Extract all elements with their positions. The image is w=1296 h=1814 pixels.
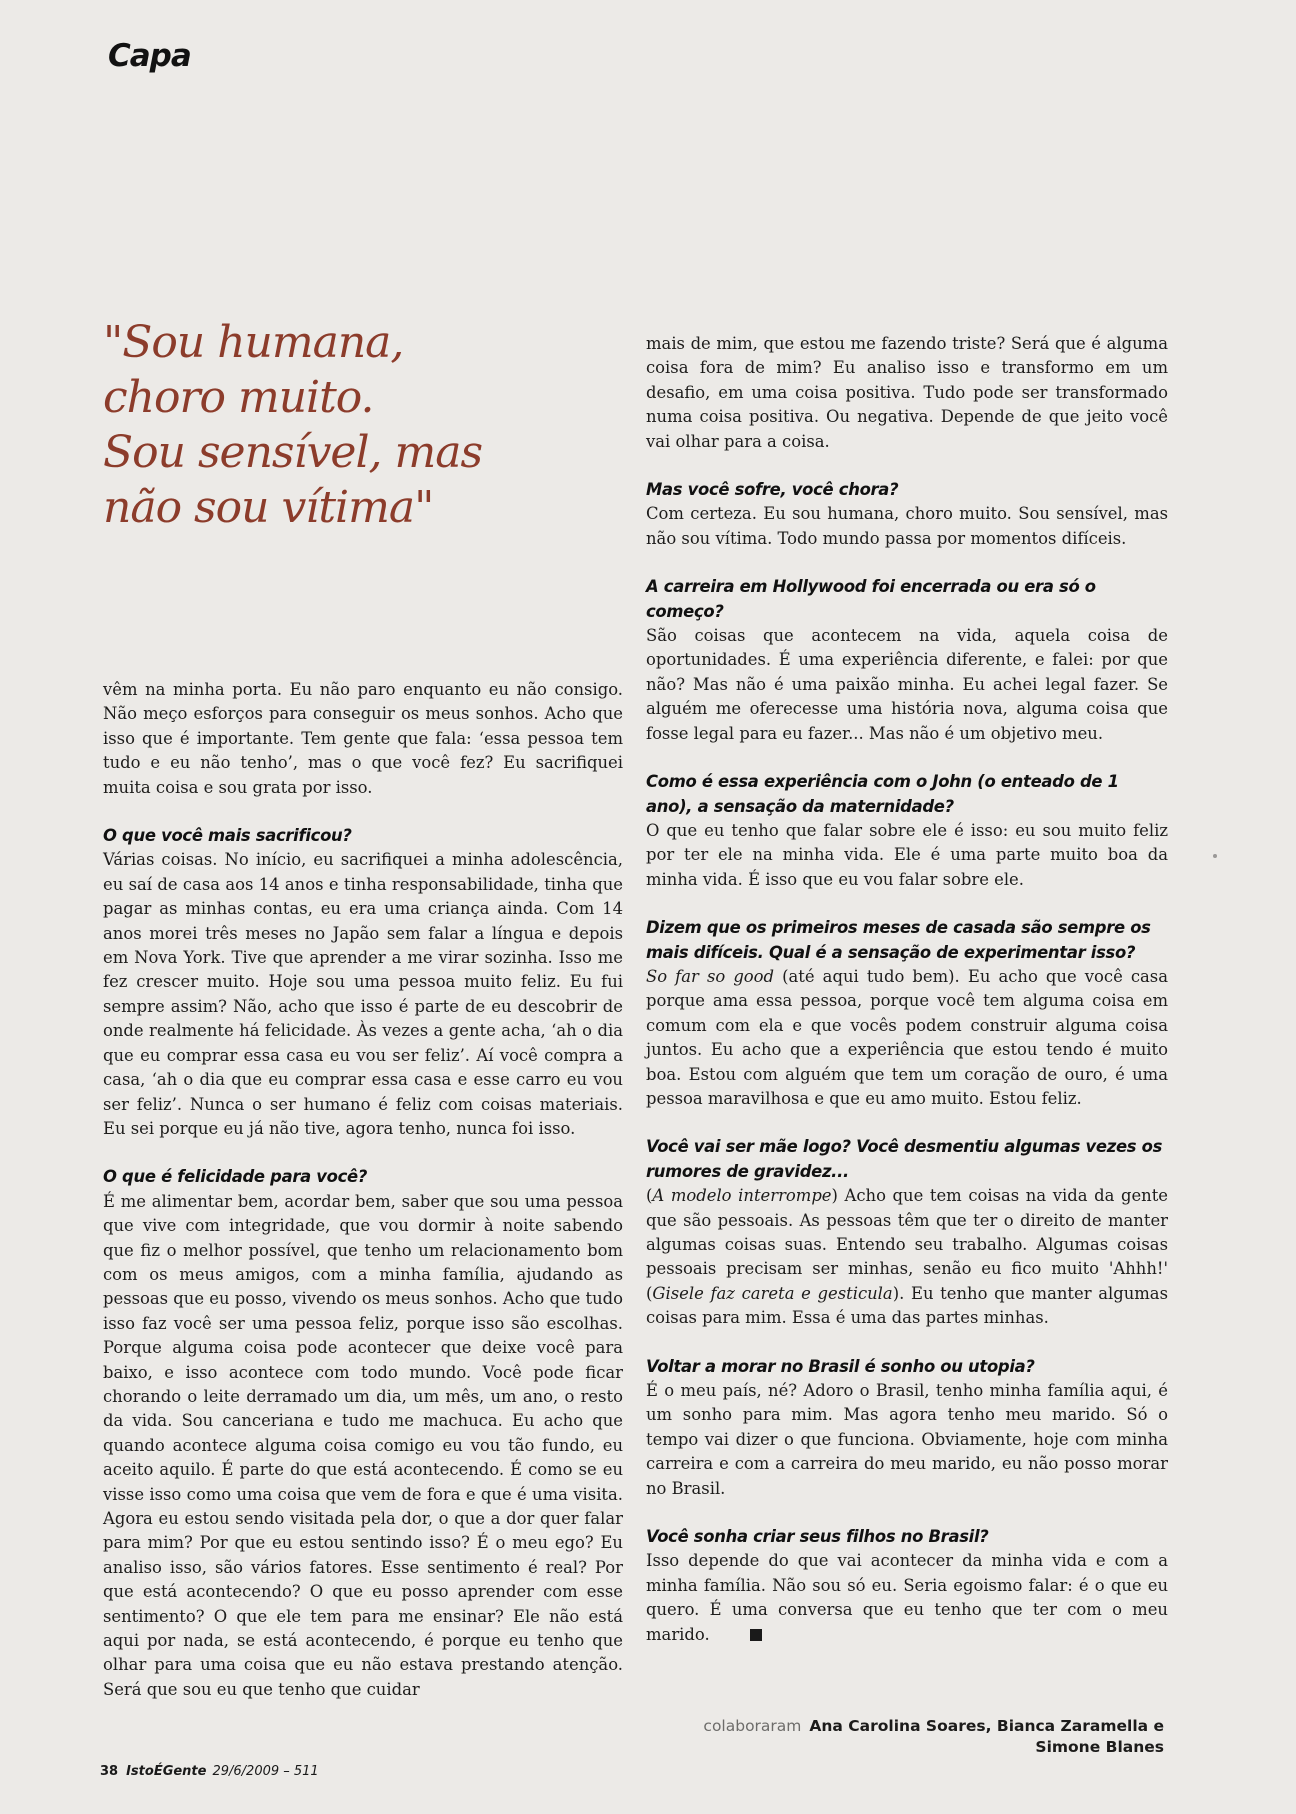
answer-span: (até aqui tudo bem). Eu acho que você casa porque ama essa pessoa, porque você tem alguma coisa em comum com ela e que vocês podem construir alguma coisa juntos. Eu acho que a experiência que estou tendo é muito boa. Estou com alguém que tem um coração de ouro, é uma pessoa maravilhosa e que eu amo muito. Estou feliz. bbox=[646, 966, 1168, 1108]
credits-names: Simone Blanes bbox=[1035, 1738, 1164, 1756]
interview-question: O que é felicidade para você? bbox=[103, 1167, 368, 1187]
answer-text bbox=[646, 965, 1168, 1111]
pull-quote-line: choro muito. bbox=[103, 372, 374, 423]
italic-phrase: A modelo interrompe bbox=[652, 1186, 832, 1206]
end-square-icon bbox=[750, 1629, 762, 1641]
left-column bbox=[103, 678, 623, 1702]
answer-text: O que eu tenho que falar sobre ele é isso: eu sou muito feliz por ter ele na minha vida. Ele é uma parte muito boa da minha vida. É isso que eu vou falar sobre ele. bbox=[646, 820, 1168, 889]
magazine-name: IstoÉGente bbox=[126, 1764, 207, 1779]
answer-span: ). Eu tenho que manter algumas coisas para mim. Essa é uma das partes minhas. bbox=[646, 1283, 1168, 1328]
credits-line bbox=[644, 1737, 1164, 1758]
answer-text: Várias coisas. No início, eu sacrifiquei a minha adolescência, eu saí de casa aos 14 anos e tinha responsabilidade, tinha que pagar as minhas contas, eu era uma criança ainda. Com 14 anos morei três meses no Japão sem falar a língua e depois em Nova York. Tive que aprender a me virar sozinha. Isso me fez crescer muito. Hoje sou uma pessoa muito feliz. Eu fui sempre assim? Não, acho que isso é parte de eu descobrir de onde realmente há felicidade. Às vezes a gente acha, ‘ah o dia que eu comprar essa casa eu vou ser feliz’. Aí você compra a casa, ‘ah o dia que eu comprar essa casa e esse carro eu vou ser feliz’. Nunca o ser humano é feliz com coisas materiais. Eu sei porque eu já não tive, agora tenho, nunca foi isso. bbox=[103, 850, 623, 1138]
pull-quote-line: não sou vítima" bbox=[103, 482, 434, 533]
credits-line bbox=[644, 1716, 1164, 1737]
italic-phrase: Gisele faz careta e gesticula bbox=[652, 1283, 893, 1303]
credits-label: colaboraram bbox=[703, 1717, 802, 1735]
answer-text: É me alimentar bem, acordar bem, saber que sou uma pessoa que vive com integridade, que vou dormir à noite sabendo que fiz o melhor possível, que tenho um relacionamento bom com os meus amigos, com a minha família, ajudando as pessoas que eu posso, vivendo os meus sonhos. Acho que tudo isso faz você ser uma pessoa feliz, porque isso são escolhas. Porque alguma coisa pode acontecer que deixe você para baixo, e isso acontece com todo mundo. Você pode ficar chorando o leite derramado um dia, um mês, um ano, o resto da vida. Sou canceriana e tudo me machuca. Eu acho que quando acontece alguma coisa comigo eu vou tão fundo, eu aceito aquilo. É parte do que está acontecendo. É como se eu visse isso como uma coisa que vem de fora e que é uma visita. Agora eu estou sendo visitada pela dor, o que a dor quer falar para mim? Por que eu estou sentindo isso? É o meu ego? Eu analiso isso, são vários fatores. Esse sentimento é real? Por que está acontecendo? O que eu posso aprender com esse sentimento? O que ele tem para me ensinar? Ele não está aqui por nada, se está acontecendo, é porque eu tenho que olhar para uma coisa que eu não estava prestando atenção. Será que sou eu que tenho que cuidar bbox=[103, 1191, 623, 1699]
answer-span: Isso depende do que vai acontecer da minha vida e com a minha família. Não sou só eu. Seria egoismo falar: é o que eu quero. É uma conversa que eu tenho que ter com o meu marido. bbox=[646, 1551, 1168, 1644]
interview-question: Voltar a morar no Brasil é sonho ou utopia? bbox=[646, 1356, 1035, 1376]
pull-quote-line: "Sou humana, bbox=[103, 317, 404, 368]
answer-text bbox=[646, 1184, 1168, 1330]
interview-question: Você vai ser mãe logo? Você desmentiu algumas vezes os rumores de gravidez... bbox=[646, 1137, 1163, 1181]
scan-speck bbox=[1213, 854, 1217, 858]
right-column bbox=[646, 332, 1168, 1647]
answer-text: vêm na minha porta. Eu não paro enquanto eu não consigo. Não meço esforços para conseguir os meus sonhos. Acho que isso que é importante. Tem gente que fala: ‘essa pessoa tem tudo e eu não tenho’, mas o que você fez? Eu sacrifiquei muita coisa e sou grata por isso. bbox=[103, 680, 623, 797]
answer-span: ( bbox=[646, 1186, 653, 1206]
pull-quote-line: Sou sensível, mas bbox=[103, 427, 483, 478]
page-footer bbox=[100, 1764, 319, 1779]
interview-question: Dizem que os primeiros meses de casada são sempre os mais difíceis. Qual é a sensação de experimentar isso? bbox=[646, 918, 1151, 962]
credits-names: Ana Carolina Soares, Bianca Zaramella e bbox=[809, 1717, 1164, 1735]
answer-text: mais de mim, que estou me fazendo triste? Será que é alguma coisa fora de mim? Eu analiso isso e transformo em um desafio, em uma coisa positiva. Tudo pode ser transformado numa coisa positiva. Ou negativa. Depende de que jeito você vai olhar para a coisa. bbox=[646, 334, 1168, 451]
interview-question: Mas você sofre, você chora? bbox=[646, 480, 899, 500]
credits bbox=[644, 1716, 1164, 1758]
answer-text: Com certeza. Eu sou humana, choro muito. Sou sensível, mas não sou vítima. Todo mundo passa por momentos difíceis. bbox=[646, 504, 1168, 548]
interview-question: Como é essa experiência com o John (o enteado de 1 ano), a sensação da maternidade? bbox=[646, 772, 1119, 816]
interview-question: O que você mais sacrificou? bbox=[103, 826, 352, 846]
italic-phrase: So far so good bbox=[646, 966, 775, 986]
issue-date: 29/6/2009 – 511 bbox=[212, 1764, 319, 1779]
answer-span: ) Acho que tem coisas na vida da gente que são pessoais. As pessoas têm que ter o direito de manter algumas coisas suas. Entendo seu trabalho. Algumas coisas pessoais precisam ser minhas, senão eu fico muito 'Ahhh!' ( bbox=[646, 1186, 1168, 1303]
page-number: 38 bbox=[100, 1764, 119, 1779]
section-tag: Capa bbox=[108, 38, 191, 74]
answer-text: São coisas que acontecem na vida, aquela coisa de oportunidades. É uma experiência diferente, e falei: por que não? Mas não é uma paixão minha. Eu achei legal fazer. Se alguém me oferecesse uma história nova, alguma coisa que fosse legal para eu fazer... Mas não é um objetivo meu. bbox=[646, 626, 1168, 743]
answer-text bbox=[646, 1549, 1168, 1647]
answer-text: É o meu país, né? Adoro o Brasil, tenho minha família aqui, é um sonho para mim. Mas agora tenho meu marido. Só o tempo vai dizer o que funciona. Obviamente, hoje com minha carreira e com a carreira do meu marido, eu não posso morar no Brasil. bbox=[646, 1381, 1168, 1498]
interview-question: Você sonha criar seus filhos no Brasil? bbox=[646, 1527, 989, 1547]
interview-question: A carreira em Hollywood foi encerrada ou era só o começo? bbox=[646, 577, 1096, 621]
pull-quote bbox=[103, 315, 543, 535]
